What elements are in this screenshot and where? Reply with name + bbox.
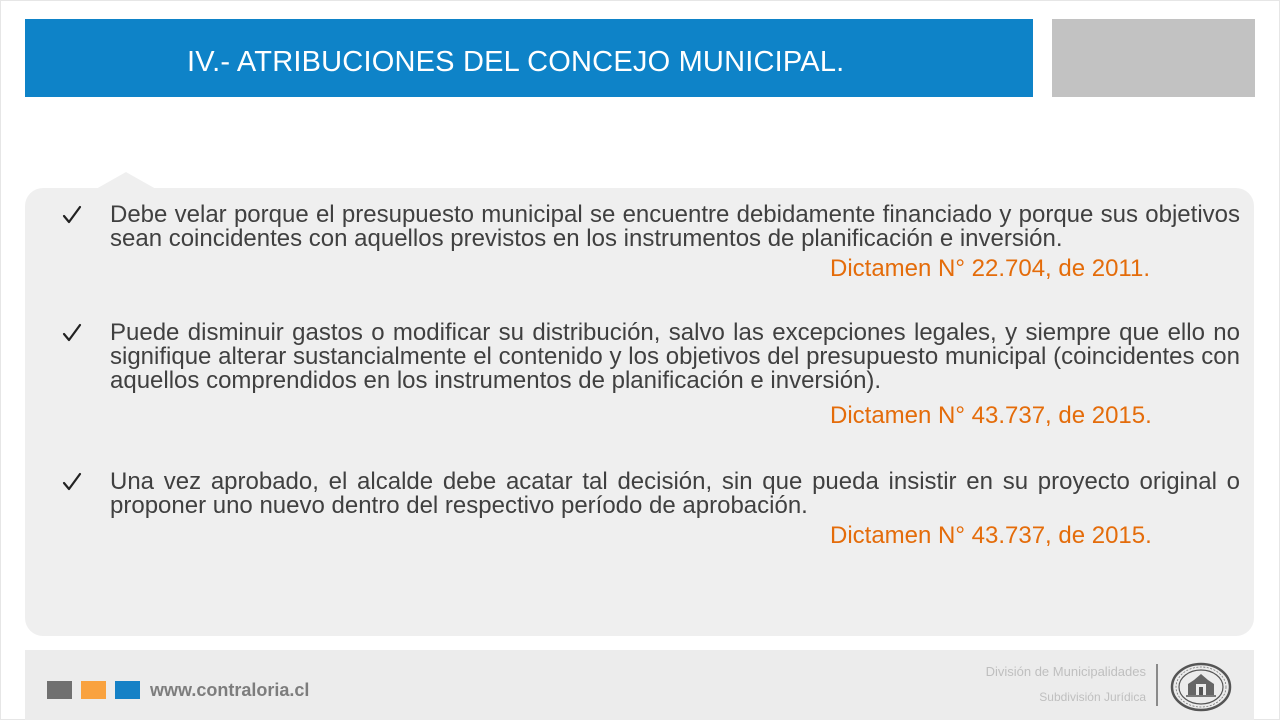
checkmark-icon [62, 470, 82, 494]
blue-square [115, 681, 140, 699]
bullet-text: Una vez aprobado, el alcalde debe acatar tal decisión, sin que pueda insistir en su proyecto original o proponer uno nuevo dentro del respectivo período de aprobación. [110, 468, 1240, 519]
gray-square [47, 681, 72, 699]
checkmark-icon [62, 203, 82, 227]
checkmark-icon [62, 321, 82, 345]
slide-title: IV.- ATRIBUCIONES DEL CONCEJO MUNICIPAL. [187, 46, 845, 78]
dictamen-reference: Dictamen N° 22.704, de 2011. [830, 255, 1151, 282]
contraloria-seal-icon [1170, 662, 1232, 712]
division-label: División de Municipalidades [985, 664, 1146, 679]
header-accent-block [1052, 19, 1255, 97]
bullet-text: Puede disminuir gastos o modificar su distribución, salvo las excepciones legales, y siempre que ello no signifique alterar sustancialmente el contenido y los objetivos del presupuesto municipal (coincidentes con aquellos comprendidos en los instrumentos de planificación e inversión). [110, 319, 1240, 394]
panel-notch [96, 172, 156, 189]
subdivision-label: Subdivisión Jurídica [1039, 690, 1146, 704]
dictamen-reference: Dictamen N° 43.737, de 2015. [830, 402, 1152, 429]
website-link[interactable]: www.contraloria.cl [150, 680, 310, 700]
orange-square [81, 681, 106, 699]
bullet-text: Debe velar porque el presupuesto municipal se encuentre debidamente financiado y porque sus objetivos sean coincidentes con aquellos previstos en los instrumentos de planificación e inversión. [110, 201, 1240, 252]
dictamen-reference: Dictamen N° 43.737, de 2015. [830, 522, 1152, 549]
footer-divider [1156, 664, 1158, 706]
